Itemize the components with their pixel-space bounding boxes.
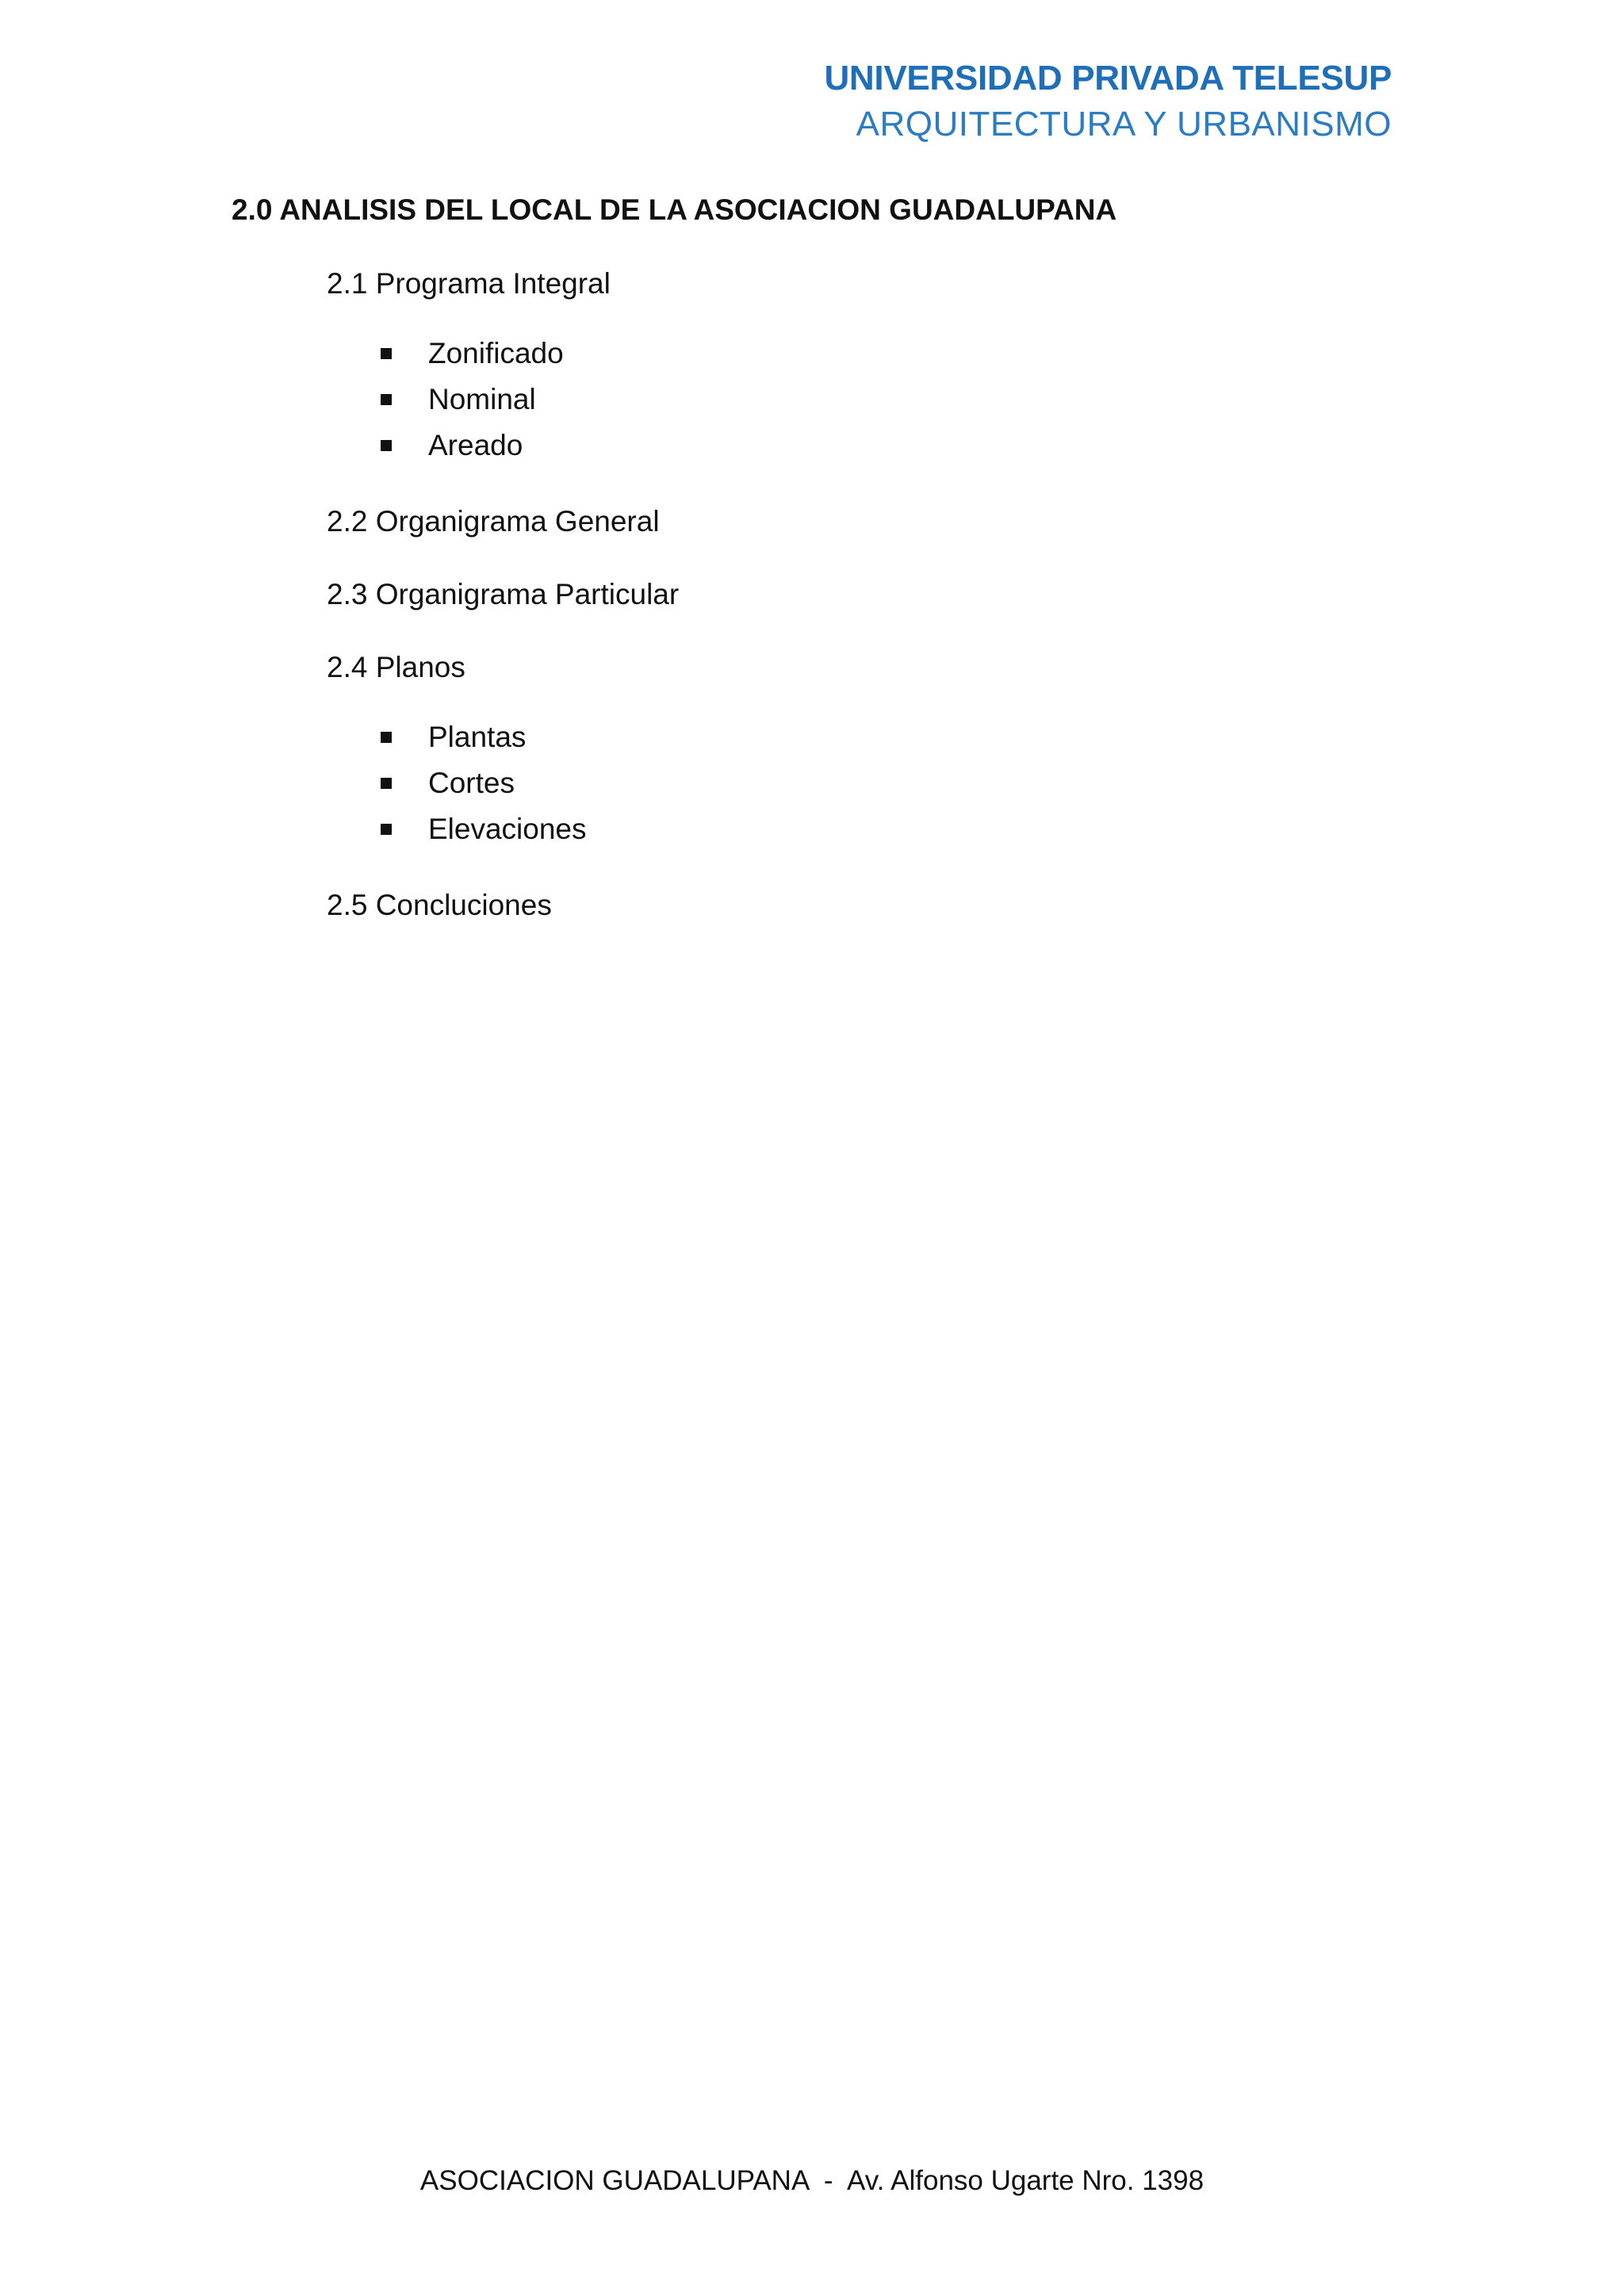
- list-item-label: Zonificado: [428, 337, 564, 369]
- page-footer: ASOCIACION GUADALUPANA - Av. Alfonso Ugarte Nro. 1398: [419, 2165, 1205, 2196]
- list-item-label: Plantas: [428, 721, 527, 753]
- list-item: [327, 714, 1358, 760]
- square-bullet-icon: [381, 348, 392, 359]
- programa-integral-subitems: [327, 331, 1358, 469]
- outline-item-organigrama-general: 2.2 Organigrama General: [327, 505, 660, 538]
- section-title: 2.0 ANALISIS DEL LOCAL DE LA ASOCIACION GUADALUPANA: [232, 193, 1117, 226]
- planos-subitems: [327, 714, 1358, 852]
- square-bullet-icon: [381, 824, 392, 835]
- outline-item-organigrama-particular: 2.3 Organigrama Particular: [327, 578, 680, 610]
- list-item: [327, 760, 1358, 806]
- list-item: [327, 423, 1358, 469]
- list-item-label: Elevaciones: [428, 813, 587, 845]
- list-item-label: Nominal: [428, 383, 536, 415]
- square-bullet-icon: [381, 394, 392, 405]
- square-bullet-icon: [381, 778, 392, 789]
- square-bullet-icon: [381, 440, 392, 451]
- list-item-label: Areado: [428, 429, 523, 461]
- outline-item-concluciones: 2.5 Concluciones: [327, 889, 552, 921]
- list-item: [327, 331, 1358, 377]
- outline-item-programa-integral: 2.1 Programa Integral: [327, 267, 611, 300]
- page-header: [824, 55, 1392, 147]
- square-bullet-icon: [381, 732, 392, 743]
- list-item: [327, 377, 1358, 423]
- outline-item-planos: 2.4 Planos: [327, 651, 465, 683]
- list-item: [327, 806, 1358, 852]
- outline-list: [327, 264, 1358, 959]
- university-name: UNIVERSIDAD PRIVADA TELESUP: [824, 59, 1392, 98]
- faculty-name: ARQUITECTURA Y URBANISMO: [856, 105, 1392, 144]
- list-item-label: Cortes: [428, 767, 515, 799]
